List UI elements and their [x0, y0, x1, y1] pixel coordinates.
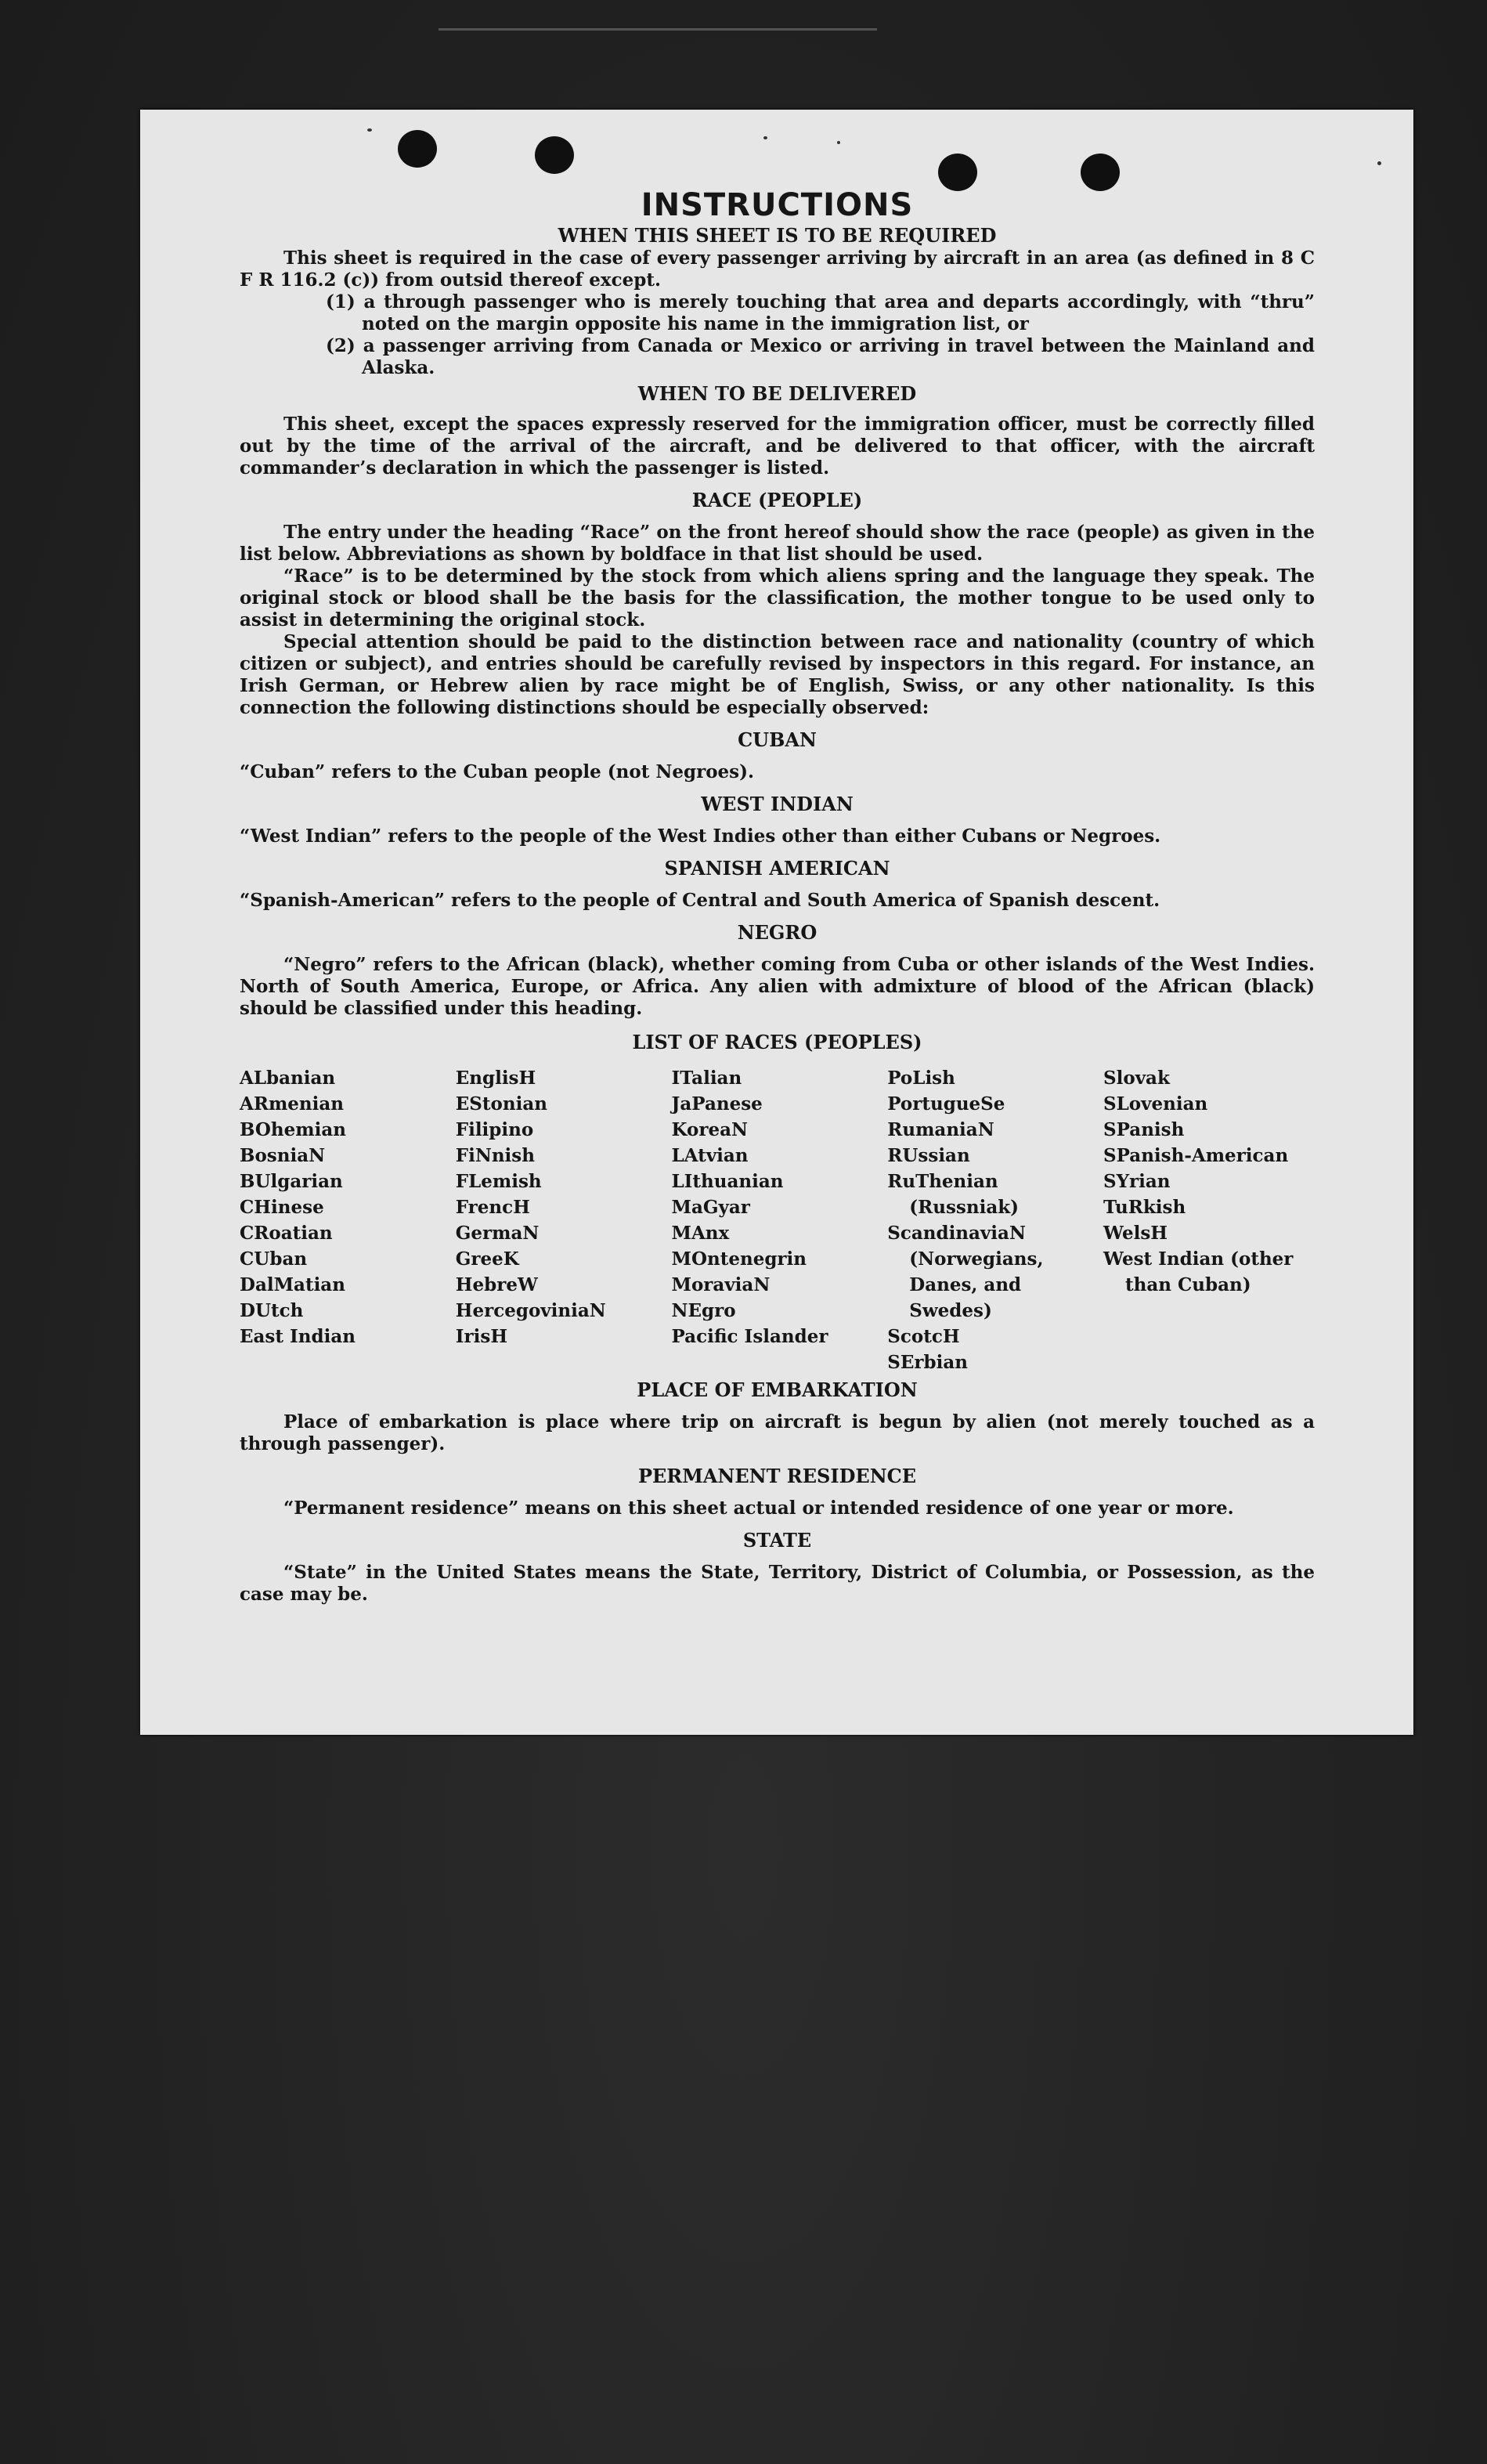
heading-negro: NEGRO: [737, 921, 817, 944]
race-entry: CHinese: [240, 1197, 324, 1218]
race-entry: HebreW: [455, 1274, 538, 1295]
race-entry: CUban: [240, 1248, 308, 1270]
race-entry: WelsH: [1103, 1223, 1168, 1244]
heading-race: RACE (PEOPLE): [691, 489, 863, 511]
heading-cuban: CUBAN: [738, 728, 817, 751]
race-column: [672, 1065, 877, 1375]
race-entry: GreeK: [455, 1248, 519, 1270]
race-entry: NEgro: [671, 1300, 736, 1321]
race-entry: Slovak: [1103, 1068, 1170, 1089]
race-paragraph-2: “Race” is to be determined by the stock from which aliens spring and the language they speak. The original stock or blood shall be the basis for the classification, the mother tongue to be used only to assist in determining the original stock.: [240, 565, 1315, 630]
race-entry: ALbanian: [240, 1068, 336, 1089]
heading-state: STATE: [742, 1529, 812, 1552]
race-paragraph-3: Special attention should be paid to the distinction between race and nationality (country of which citizen or subject), and entries should be carefully revised by inspectors in this regard. For instance, an Irish German, or Hebrew alien by race might be of English, Swiss, or any other nationality. Is this connection the following distinctions should be especially observed:: [240, 631, 1315, 718]
instruction-sheet: [140, 110, 1413, 1735]
embarkation-text: Place of embarkation is place where trip on aircraft is begun by alien (not merely touched as a through passenger).: [240, 1411, 1315, 1454]
punch-hole: [1081, 154, 1120, 191]
state-text: “State” in the United States means the State, Territory, District of Columbia, or Possession, as the case may be.: [240, 1562, 1315, 1605]
scan-speck: [763, 136, 767, 139]
race-entry: CRoatian: [240, 1223, 333, 1244]
race-entry: EnglisH: [455, 1068, 536, 1089]
race-entry: ARmenian: [240, 1093, 345, 1115]
race-entry: PortugueSe: [887, 1093, 1005, 1115]
when-required-intro: This sheet is required in the case of every passenger arriving by aircraft in an area (as defined in 8 C F R 116.2 (c)) from outsid thereof except.: [240, 247, 1315, 291]
scan-top-edge: [439, 28, 877, 31]
race-entry: SLovenian: [1103, 1093, 1208, 1115]
race-entry: TuRkish: [1103, 1197, 1186, 1218]
race-entry: BosniaN: [240, 1145, 326, 1166]
race-entry: FLemish: [455, 1171, 542, 1192]
race-entry: SErbian: [887, 1352, 968, 1373]
scan-speck: [837, 141, 840, 144]
race-entry: RuThenian (Russniak): [887, 1171, 1020, 1218]
west-indian-text: “West Indian” refers to the people of the West Indies other than either Cubans or Negroes.: [240, 826, 1161, 847]
race-entry: West Indian (other than Cuban): [1103, 1248, 1294, 1295]
race-entry: LAtvian: [671, 1145, 749, 1166]
race-entry: FrencH: [455, 1197, 530, 1218]
race-list: [240, 1065, 1315, 1375]
heading-when-delivered: WHEN TO BE DELIVERED: [637, 382, 917, 405]
race-entry: MOntenegrin: [671, 1248, 807, 1270]
heading-embarkation: PLACE OF EMBARKATION: [637, 1378, 918, 1401]
race-entry: MaGyar: [671, 1197, 750, 1218]
exception-item-2: (2) a passenger arriving from Canada or Mexico or arriving in travel between the Mainland and Alaska.: [326, 335, 1315, 378]
heading-west-indian: WEST INDIAN: [701, 793, 854, 815]
race-entry: ITalian: [671, 1068, 742, 1089]
instructions-content: [240, 186, 1315, 1606]
race-entry: FiNnish: [455, 1145, 535, 1166]
heading-permanent-residence: PERMANENT RESIDENCE: [637, 1465, 917, 1487]
race-entry: HercegoviniaN: [455, 1300, 606, 1321]
page-title: INSTRUCTIONS: [641, 187, 914, 223]
punch-hole: [938, 154, 977, 191]
race-entry: RumaniaN: [887, 1119, 994, 1140]
race-entry: DUtch: [240, 1300, 304, 1321]
race-column: [240, 1065, 445, 1375]
race-entry: BOhemian: [240, 1119, 346, 1140]
race-entry: PoLish: [887, 1068, 955, 1089]
exception-item-1: (1) a through passenger who is merely touching that area and departs accordingly, with “thru” noted on the margin opposite his name in the immigration list, or: [326, 291, 1315, 334]
scan-speck: [1377, 161, 1381, 165]
race-entry: GermaN: [455, 1223, 540, 1244]
race-entry: Pacific Islander: [671, 1326, 828, 1347]
heading-spanish-american: SPANISH AMERICAN: [664, 857, 890, 880]
race-entry: SPanish-American: [1103, 1145, 1289, 1166]
race-entry: LIthuanian: [671, 1171, 784, 1192]
race-entry: EStonian: [455, 1093, 547, 1115]
race-entry: Filipino: [455, 1119, 534, 1140]
race-entry: RUssian: [887, 1145, 970, 1166]
race-entry: ScandinaviaN (Norwegians, Danes, and Swedes): [887, 1223, 1044, 1321]
race-entry: ScotcH: [887, 1326, 960, 1347]
race-entry: KoreaN: [671, 1119, 749, 1140]
scan-speck: [367, 128, 372, 132]
race-column: [887, 1065, 1092, 1375]
negro-text: “Negro” refers to the African (black), whether coming from Cuba or other islands of the West Indies. North of South America, Europe, or Africa. Any alien with admixture of blood of the African (black) should be classified under this heading.: [240, 954, 1315, 1019]
residence-text: “Permanent residence” means on this sheet actual or intended residence of one year or more.: [283, 1498, 1234, 1519]
heading-when-required: WHEN THIS SHEET IS TO BE REQUIRED: [558, 224, 997, 247]
race-entry: JaPanese: [671, 1093, 763, 1115]
race-entry: IrisH: [455, 1326, 508, 1347]
spanish-american-text: “Spanish-American” refers to the people of Central and South America of Spanish descent.: [240, 890, 1160, 911]
race-entry: MoraviaN: [671, 1274, 771, 1295]
heading-list-of-races: LIST OF RACES (PEOPLES): [632, 1031, 922, 1053]
punch-hole: [398, 130, 437, 168]
race-column: [1103, 1065, 1315, 1375]
race-paragraph-1: The entry under the heading “Race” on the front hereof should show the race (people) as given in the list below. Abbreviations as shown by boldface in that list should be used.: [240, 522, 1315, 565]
race-entry: SPanish: [1103, 1119, 1185, 1140]
race-entry: BUlgarian: [240, 1171, 343, 1192]
race-entry: SYrian: [1103, 1171, 1171, 1192]
race-entry: DalMatian: [240, 1274, 345, 1295]
race-entry: MAnx: [671, 1223, 730, 1244]
cuban-text: “Cuban” refers to the Cuban people (not Negroes).: [240, 761, 755, 782]
when-delivered-text: This sheet, except the spaces expressly reserved for the immigration officer, must be correctly filled out by the time of the arrival of the aircraft, and be delivered to that officer, with the aircraft commander’s declaration in which the passenger is listed.: [240, 414, 1315, 479]
punch-hole: [535, 136, 574, 174]
race-entry: East Indian: [240, 1326, 356, 1347]
race-column: [456, 1065, 661, 1375]
